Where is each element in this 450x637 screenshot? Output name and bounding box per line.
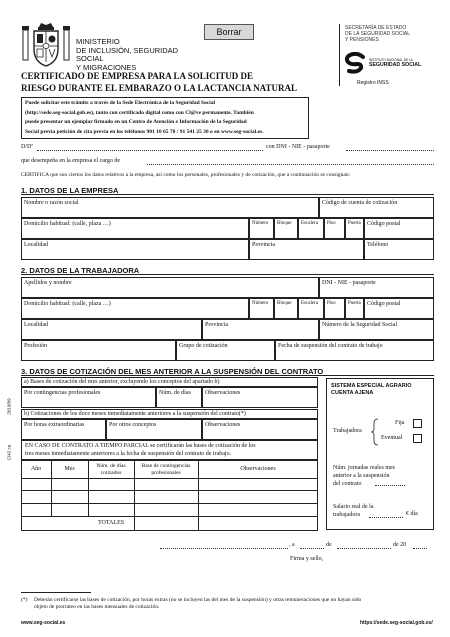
side-code-1 [6,392,19,422]
col-obs-header: Observaciones [240,466,276,472]
ministry-line-2: DE INCLUSIÓN, SEGURIDAD SOCIAL [76,45,179,63]
sign-de2-label: de 20 [393,542,407,548]
spain-coat-of-arms-icon [22,22,70,68]
section3-rule [21,375,434,376]
b-horas-field[interactable] [21,419,106,440]
col-dias-line-1: Núm. de días [96,463,126,469]
sign-de1-label: de [326,542,332,548]
col-dias-header [88,463,134,476]
trabajadora-grupo-field[interactable] [176,340,275,361]
trabajadora-bloque-label: Bloque [277,301,292,306]
sign-a-label: , a [289,542,295,548]
jornadas-line-2: anterior a la suspensión [333,473,390,479]
trabajadora-escalera-label: Escalera [301,301,318,306]
info-line-2: (http://sede.seg-social.gob.es), tanto con certificado digital como con Cl@ve permanente. También [25,109,254,116]
empresa-cuenta-field[interactable] [319,197,434,218]
ministry-line-3: Y MIGRACIONES [76,62,137,72]
cargo-input[interactable] [147,164,434,165]
eventual-label: Eventual [381,435,403,441]
jornadas-line-3: del contrato [333,481,362,487]
trabajadora-piso-field[interactable] [324,298,345,319]
footnote-line-1: Deberán certificarse las bases de cotización, por horas extras (no se incluyen las del mes de la suspensión) y otras remuneraciones que no hayan sido [34,597,362,603]
tiempo-parcial-line-2: tres meses inmediatamente anteriores a la fecha de suspensión del contrato de trabajo. [25,451,232,457]
parcial-row-3-input[interactable] [22,504,317,516]
trabajadora-nss-field[interactable] [319,319,434,340]
info-line-4: Social previa petición de cita previa en los teléfonos 901 10 65 70 / 91 541 25 30 o en www.seg-social.es. [25,128,264,135]
footer-right-link[interactable]: https://sede.seg-social.gob.es/ [360,620,433,626]
ministry-name [76,38,206,72]
trabajadora-profesion-label: Profesión [24,343,47,349]
a-label: a) Bases de cotización del mes anterior, excluyendo los conceptos del apartado b) [24,379,220,385]
section2-title: 2. DATOS DE LA TRABAJADORA [21,266,140,275]
a-dias-label: Núm. de días [159,390,191,396]
firma-sello-label: Firma y sello, [290,556,324,562]
empresa-provincia-label: Provincia [252,242,275,248]
agrario-title-line-1: SISTEMA ESPECIAL AGRARIO [331,383,412,389]
b-label: b) Cotizaciones de los doce meses inmediatamente anteriores a la suspensión del contrato(*) [24,411,246,417]
dd-input[interactable] [37,150,263,151]
b-otros-label: Por otros conceptos [109,422,157,428]
col-base-header [134,463,198,476]
empresa-nombre-label: Nombre o razón social [24,200,79,206]
totales-input[interactable] [135,517,317,530]
empresa-piso-field[interactable] [324,218,345,239]
jornadas-input[interactable] [375,485,405,486]
a-contingencias-field[interactable] [21,387,156,408]
col-base-line-1: Base de contingencias [141,463,191,469]
empresa-piso-label: Piso [327,221,336,226]
col-base-line-2: profesionales [151,469,181,476]
brace-icon [371,418,379,446]
borrar-label: Borrar [216,27,242,37]
tiempo-parcial-note [21,440,318,460]
dd-label: D/Dª [21,144,33,150]
section1-title: 1. DATOS DE LA EMPRESA [21,186,119,195]
trabajadora-fecha-label: Fecha de suspensión del contrato de trabajo [278,343,383,349]
empresa-numero-field[interactable] [249,218,274,239]
section2-rule [21,274,434,275]
parcial-row-1-input[interactable] [22,479,317,490]
footnote-line-2: objeto de prorrateo en las bases mensuales de cotización. [34,603,160,610]
agrario-title-line-2: CUENTA AJENA [331,389,374,396]
trabajadora-domicilio-field[interactable] [21,298,249,319]
empresa-bloque-label: Bloque [277,221,292,226]
fija-label: Fija [395,420,405,426]
trabajadora-apellidos-field[interactable] [21,277,319,298]
empresa-telefono-label: Teléfono [367,242,389,248]
col-dias-line-2: cotizados [100,469,122,476]
info-line-1: Puede solicitar este trámite a través de la Sede Electrónica de la Seguridad Social [25,100,216,106]
empresa-localidad-field[interactable] [21,239,249,260]
empresa-escalera-field[interactable] [298,218,324,239]
empresa-telefono-field[interactable] [364,239,434,260]
title-line-2: RIESGO DURANTE EL EMBARAZO O LA LACTANCIA NATURAL [21,83,297,93]
secretaria-name [345,25,441,43]
sign-place-input[interactable] [160,548,288,549]
secretaria-line-2: DE LA SEGURIDAD SOCIAL [345,31,411,37]
empresa-domicilio-field[interactable] [21,218,249,239]
sign-year-input[interactable] [413,548,427,549]
empresa-bloque-field[interactable] [274,218,298,239]
secretaria-line-1: SECRETARÍA DE ESTADO [345,25,407,31]
trabajadora-localidad-label: Localidad [24,322,48,328]
empresa-provincia-field[interactable] [249,239,364,260]
empresa-cuenta-label: Código de cuenta de cotización [322,200,398,206]
section3-title: 3. DATOS DE COTIZACIÓN DEL MES ANTERIOR A LA SUSPENSIÓN DEL CONTRATO [21,367,324,376]
footnote-marker: (*) [21,597,28,603]
salario-line-1: Salario real de la [333,504,374,510]
cargo-label: que desempeña en la empresa el cargo de [21,158,121,164]
totales-label: TOTALES [98,520,125,526]
footnote-rule [21,592,91,593]
title-line-1: CERTIFICADO DE EMPRESA PARA LA SOLICITUD DE [21,71,254,81]
trabajadora-escalera-field[interactable] [298,298,324,319]
footer-left-link[interactable]: www.seg-social.es [21,620,66,626]
trabajadora-puerta-field[interactable] [345,298,364,319]
b-horas-label: Por horas extraordinarias [24,422,85,428]
secretaria-line-3: Y PENSIONES [345,37,379,43]
fija-checkbox[interactable] [413,419,422,428]
trabajadora-grupo-label: Grupo de cotización [179,343,228,349]
trabajadora-piso-label: Piso [327,301,336,306]
certifica-text: CERTIFICA que son ciertos los datos relativos a la empresa, así como los personales, profesionales y de cotización, que a continuación se consignan: [21,172,351,178]
info-box [21,97,309,139]
trabajadora-numero-label: Número [252,301,269,306]
trabajadora-provincia-label: Provincia [205,322,228,328]
trabajadora-numero-field[interactable] [249,298,274,319]
col-mes-header: Mes [64,466,75,472]
empresa-escalera-label: Escalera [301,221,318,226]
side-code-2 [6,438,19,468]
a-observaciones-label: Observaciones [205,390,241,396]
agrario-trabajadora-label: Trabajadora [333,428,362,434]
dni-input[interactable] [346,150,434,151]
agrario-title [331,383,431,396]
empresa-domicilio-label: Domicilio habitual: (calle, plaza …) [24,221,111,227]
trabajadora-dni-label: DNI - NIE - pasaporte [322,280,376,286]
header-divider [339,24,340,86]
trabajadora-nss-label: Número de la Seguridad Social [322,322,397,328]
a-header [21,377,318,387]
empresa-numero-label: Número [252,221,269,226]
trabajadora-cp-label: Código postal [367,301,401,307]
empresa-nombre-field[interactable] [21,197,319,218]
salario-line-2: trabajadora [333,512,360,518]
tiempo-parcial-line-1: EN CASO DE CONTRATO A TIEMPO PARCIAL se certificarán las bases de cotización de los [25,443,256,449]
sign-month-input[interactable] [337,548,391,549]
side-code-2-text: C/42 ca [6,444,12,461]
eventual-checkbox[interactable] [413,434,422,443]
inss-logo-icon [343,52,367,74]
trabajadora-localidad-field[interactable] [21,319,202,340]
inss-name [369,58,449,68]
inss-small-text: INSTITUTO NACIONAL DE LA [369,58,413,62]
inss-big-text: SEGURIDAD SOCIAL [369,62,422,68]
jornadas-line-1: Núm. jornadas reales mes [333,465,395,471]
dni-label: con DNI - NIE - pasaporte [266,144,330,150]
trabajadora-domicilio-label: Domicilio habitual: (calle, plaza …) [24,301,111,307]
ministry-line-1: MINISTERIO [76,37,120,46]
trabajadora-fecha-field[interactable] [275,340,434,361]
registro-inss: Registro INSS [357,80,389,86]
trabajadora-puerta-label: Puerta [348,301,361,306]
b-observaciones-label: Observaciones [205,422,241,428]
empresa-puerta-label: Puerta [348,221,361,226]
side-code-1-text: 2019/09 [6,398,12,415]
section1-rule [21,194,434,195]
b-observaciones-field[interactable] [202,419,318,440]
trabajadora-apellidos-label: Apellidos y nombre [24,280,72,286]
trabajadora-dni-field[interactable] [319,277,434,298]
empresa-localidad-label: Localidad [24,242,48,248]
b-header [21,409,318,419]
a-dias-field[interactable] [156,387,202,408]
trabajadora-bloque-field[interactable] [274,298,298,319]
empresa-puerta-field[interactable] [345,218,364,239]
b-otros-field[interactable] [106,419,202,440]
empresa-cp-label: Código postal [367,221,401,227]
empresa-cp-field[interactable] [364,218,434,239]
trabajadora-profesion-field[interactable] [21,340,176,361]
sign-day-input[interactable] [300,548,324,549]
col-anio-header: Año [30,466,42,472]
salario-input[interactable] [369,517,403,518]
info-line-3: puede presentar un ejemplar firmado en un Centro de Atención e Información de la Seguridad [25,119,247,126]
borrar-button[interactable] [204,24,254,40]
trabajadora-cp-field[interactable] [364,298,434,319]
parcial-row-2-input[interactable] [22,491,317,503]
form-title [21,70,297,94]
a-contingencias-label: Por contingencias profesionales [24,390,101,396]
agrario-box [326,378,434,530]
euro-dia-label: € día [406,511,418,517]
trabajadora-provincia-field[interactable] [202,319,319,340]
a-observaciones-field[interactable] [202,387,318,408]
footnote-text [34,597,434,610]
